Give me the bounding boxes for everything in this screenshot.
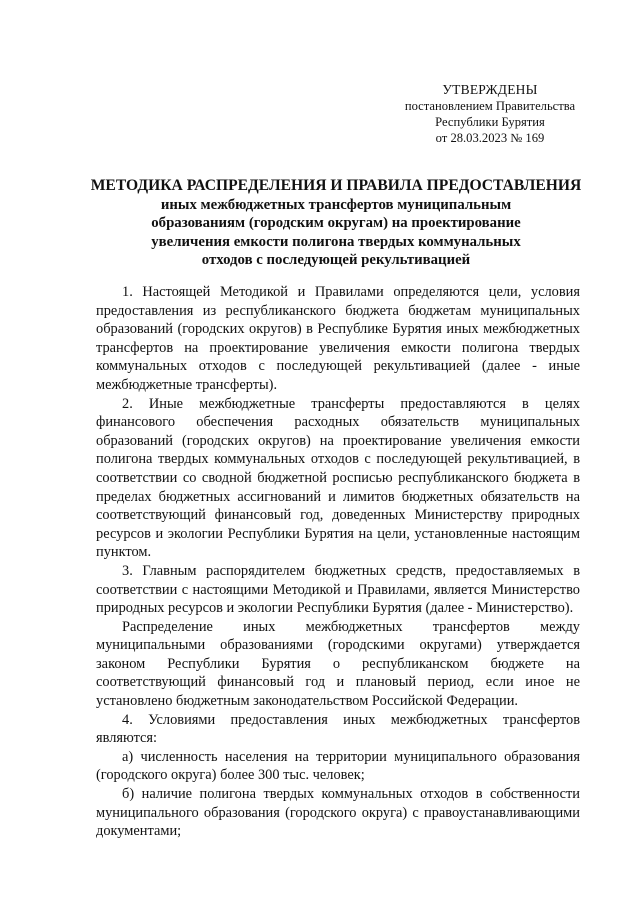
approval-date-number: от 28.03.2023 № 169 — [435, 131, 545, 145]
approval-decree: постановлением Правительства — [404, 99, 576, 113]
approval-stamp — [385, 82, 595, 146]
paragraph-4: 4. Условиями предоставления иных межбюджетных трансфертов являются: — [96, 711, 580, 747]
paragraph-4a: а) численность населения на территории муниципального образования (городского округа) более 300 тыс. человек; — [96, 748, 580, 784]
approval-authority: Республики Бурятия — [435, 115, 545, 129]
paragraph-1: 1. Настоящей Методикой и Правилами определяются цели, условия предоставления из республиканского бюджета бюджетам муниципальных образований (городских округов) в Республике Бурятия иных межбюджетных трансфертов на проектирование увеличения емкости полигона твердых коммунальных отходов с последующей рекультивацией (далее - иные межбюджетные трансферты). — [96, 284, 580, 393]
paragraph-3: 3. Главным распорядителем бюджетных средств, предоставляемых в соответствии с настоящими Методикой и Правилами, является Министерство природных ресурсов и экологии Республики Бурятия (далее - Министерство). — [96, 562, 580, 617]
title-line-1: МЕТОДИКА РАСПРЕДЕЛЕНИЯ И ПРАВИЛА ПРЕДОСТАВЛЕНИЯ — [90, 177, 582, 194]
document-body — [96, 283, 580, 841]
title-line-2: иных межбюджетных трансфертов муниципальным — [160, 196, 512, 213]
document-title — [86, 177, 586, 270]
paragraph-4b: б) наличие полигона твердых коммунальных отходов в собственности муниципального образования (городского округа) с правоустанавливающими документами; — [96, 786, 580, 840]
title-line-5: отходов с последующей рекультивацией — [201, 252, 471, 268]
title-line-4: увеличения емкости полигона твердых коммунальных — [151, 233, 521, 250]
paragraph-distribution: Распределение иных межбюджетных трансфертов между муниципальными образованиями (городскими округами) утверждается законом Республики Бурятия о республиканском бюджете на соответствующий финансовый год и плановый период, если иное не установлено бюджетным законодательством Российской Федерации. — [96, 618, 580, 710]
paragraph-2: 2. Иные межбюджетные трансферты предоставляются в целях финансового обеспечения расходных обязательств муниципальных образований (городских округов) на проектирование увеличения емкости полигона твердых коммунальных отходов с последующей рекультивацией, в соответствии со сводной бюджетной росписью республиканского бюджета в пределах бюджетных ассигнований и лимитов бюджетных обязательств на соответствующий финансовый год, доведенных Министерству природных ресурсов и экологии Республики Бурятия на цели, установленные настоящим пунктом. — [96, 395, 580, 561]
approval-heading: УТВЕРЖДЕНЫ — [442, 82, 538, 97]
title-line-3: образованиям (городским округам) на проектирование — [151, 215, 521, 231]
